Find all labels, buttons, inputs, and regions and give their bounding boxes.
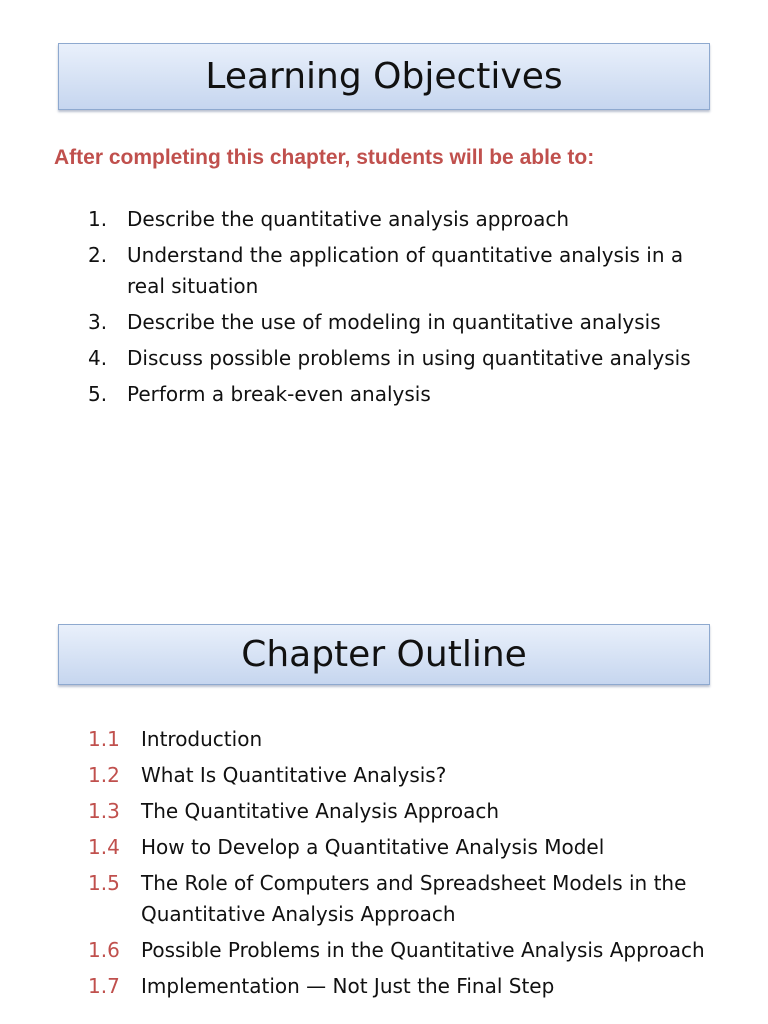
section-title: How to Develop a Quantitative Analysis Model bbox=[141, 835, 605, 859]
chapter-outline-title: Chapter Outline bbox=[241, 634, 527, 675]
outline-item bbox=[88, 796, 708, 827]
objectives-intro: After completing this chapter, students will be able to: bbox=[54, 146, 595, 169]
objective-number: 1. bbox=[88, 207, 108, 231]
objective-text: Describe the use of modeling in quantitative analysis bbox=[127, 310, 661, 334]
outline-list bbox=[88, 724, 708, 1007]
objective-item bbox=[88, 204, 708, 235]
objective-number: 4. bbox=[88, 346, 108, 370]
section-number: 1.4 bbox=[88, 835, 120, 859]
section-number: 1.3 bbox=[88, 799, 120, 823]
objective-number: 2. bbox=[88, 243, 108, 267]
objective-item bbox=[88, 343, 708, 374]
section-title: Introduction bbox=[141, 727, 263, 751]
learning-objectives-title: Learning Objectives bbox=[205, 56, 563, 97]
objective-number: 3. bbox=[88, 310, 108, 334]
outline-item bbox=[88, 832, 708, 863]
objective-text: Understand the application of quantitative analysis in a real situation bbox=[127, 243, 684, 298]
objective-text: Perform a break-even analysis bbox=[127, 382, 431, 406]
objective-text: Describe the quantitative analysis approach bbox=[127, 207, 570, 231]
objective-number: 5. bbox=[88, 382, 108, 406]
objectives-list bbox=[88, 204, 708, 415]
section-title: Implementation — Not Just the Final Step bbox=[141, 974, 555, 998]
section-number: 1.7 bbox=[88, 974, 120, 998]
objective-item bbox=[88, 307, 708, 338]
section-title: The Role of Computers and Spreadsheet Models in the Quantitative Analysis Approach bbox=[141, 871, 687, 926]
chapter-outline-title-box bbox=[58, 624, 710, 685]
section-number: 1.5 bbox=[88, 871, 120, 895]
outline-item bbox=[88, 868, 708, 930]
section-number: 1.6 bbox=[88, 938, 120, 962]
section-title: The Quantitative Analysis Approach bbox=[141, 799, 500, 823]
objective-item bbox=[88, 240, 708, 302]
section-number: 1.2 bbox=[88, 763, 120, 787]
section-title: What Is Quantitative Analysis? bbox=[141, 763, 447, 787]
outline-item bbox=[88, 760, 708, 791]
section-number: 1.1 bbox=[88, 727, 120, 751]
objective-item bbox=[88, 379, 708, 410]
section-title: Possible Problems in the Quantitative Analysis Approach bbox=[141, 938, 705, 962]
outline-item bbox=[88, 935, 708, 966]
outline-item bbox=[88, 971, 708, 1002]
objective-text: Discuss possible problems in using quantitative analysis bbox=[127, 346, 691, 370]
learning-objectives-title-box bbox=[58, 43, 710, 110]
outline-item bbox=[88, 724, 708, 755]
